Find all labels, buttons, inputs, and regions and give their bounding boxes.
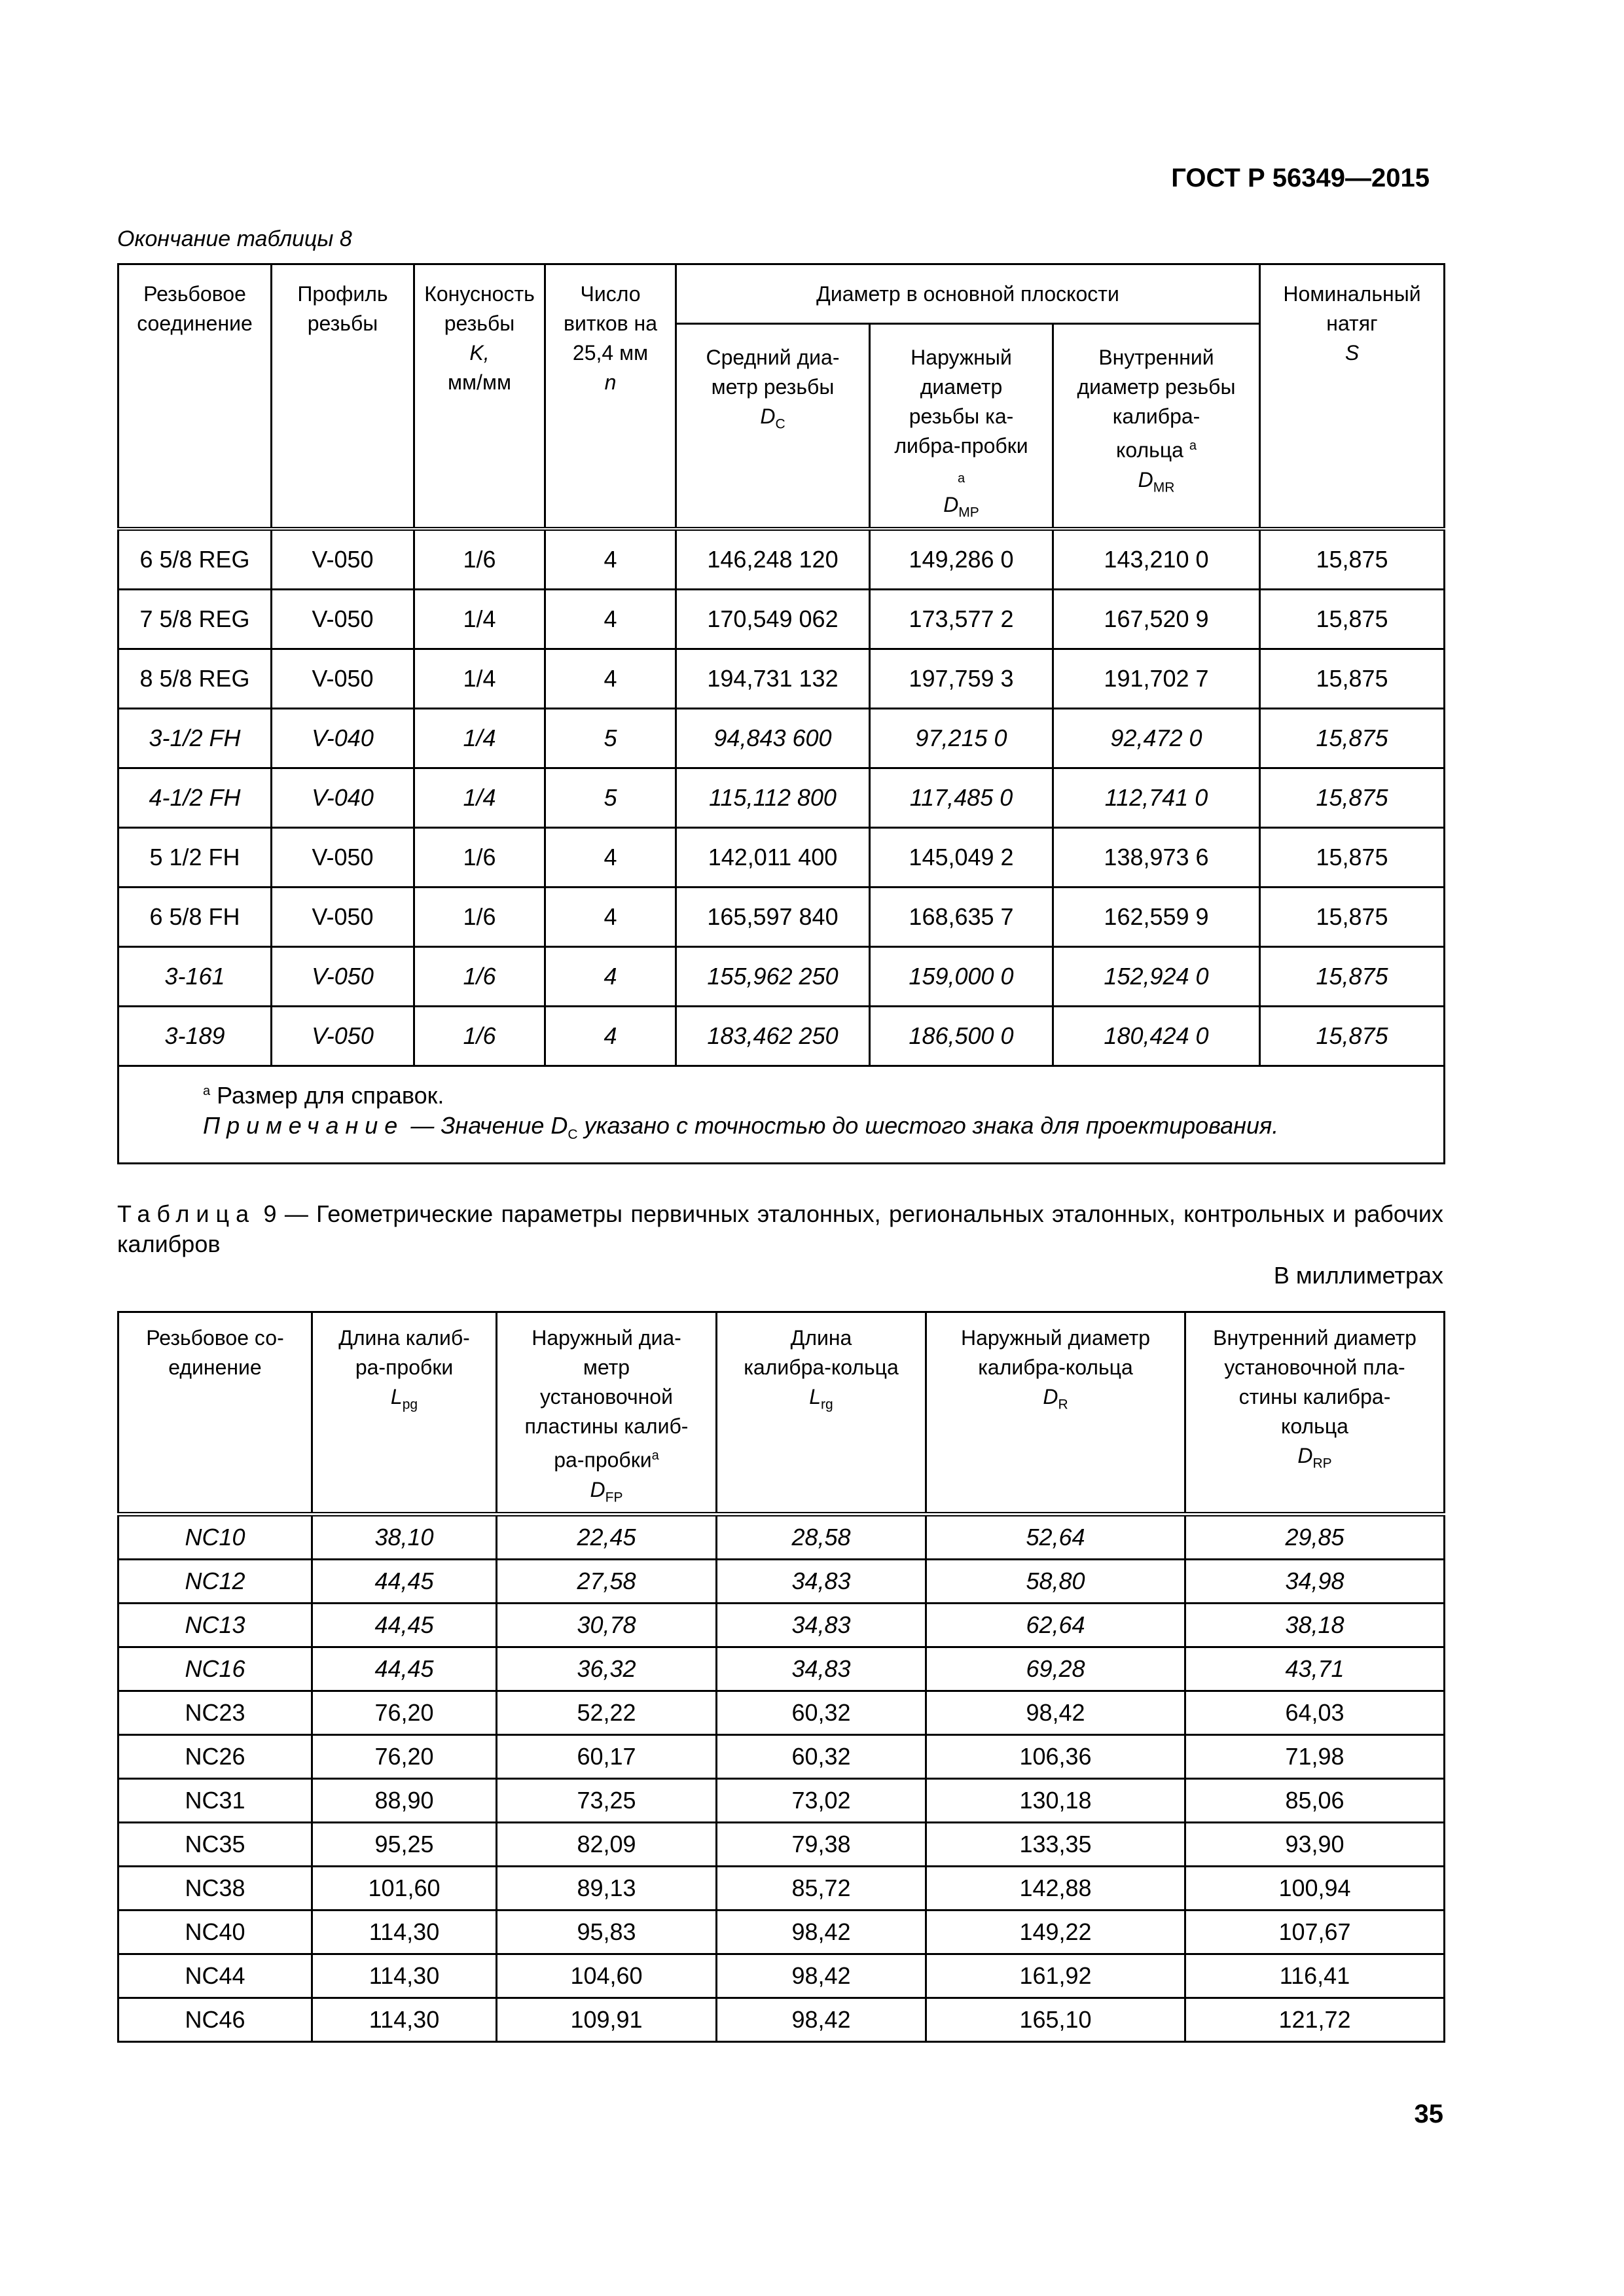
table-cell: NC46 — [118, 1998, 312, 2042]
table-cell: 142,88 — [926, 1867, 1185, 1910]
table-cell: NC40 — [118, 1910, 312, 1954]
table-cell: 1/4 — [414, 709, 545, 768]
table-row — [118, 1604, 1445, 1647]
table-cell: 4 — [545, 590, 676, 649]
col-dmp: Наружный диаметр резьбы ка- либра-пробки a $D_{MP}$ — [870, 324, 1053, 529]
table-cell: 34,83 — [717, 1647, 926, 1691]
table-row — [118, 1867, 1445, 1910]
table-cell: 101,60 — [312, 1867, 497, 1910]
table-cell: 15,875 — [1260, 709, 1445, 768]
table8-note: Примечание — Значение $D_C$ указано с точностью до шестого знака для проектирования. — [203, 1112, 1279, 1143]
col-dc: Средний диа- метр резьбы $D_C$ — [676, 324, 870, 529]
table-cell: 98,42 — [926, 1691, 1185, 1735]
table-cell: 165,597 840 — [676, 888, 870, 947]
table-cell: 5 1/2 FH — [118, 828, 272, 888]
table-cell: 97,215 0 — [870, 709, 1053, 768]
table-cell: 60,17 — [497, 1735, 717, 1779]
col-lpg: Длина калиб- ра-пробки $L_{pg}$ — [312, 1312, 497, 1515]
footnote-a: $^a$ Размер для справок. — [203, 1082, 444, 1109]
table-cell: 167,520 9 — [1053, 590, 1260, 649]
table-cell: 15,875 — [1260, 888, 1445, 947]
table-cell: 34,83 — [717, 1560, 926, 1604]
table-cell: V-040 — [272, 709, 414, 768]
table-cell: 3-161 — [118, 947, 272, 1007]
table-cell: 4 — [545, 828, 676, 888]
table-cell: 100,94 — [1185, 1867, 1445, 1910]
table-cell: 106,36 — [926, 1735, 1185, 1779]
table-cell: 1/4 — [414, 768, 545, 828]
col-taper: Конусность резьбы K, мм/мм — [414, 264, 545, 529]
table-cell: NC38 — [118, 1867, 312, 1910]
table9-units: В миллиметрах — [1273, 1262, 1443, 1289]
table-cell: NC31 — [118, 1779, 312, 1823]
table-cell: 15,875 — [1260, 947, 1445, 1007]
table-cell: 4-1/2 FH — [118, 768, 272, 828]
table-cell: 15,875 — [1260, 529, 1445, 590]
table-cell: 133,35 — [926, 1823, 1185, 1867]
page-number: 35 — [1414, 2100, 1443, 2128]
table-cell: 173,577 2 — [870, 590, 1053, 649]
table-cell: 142,011 400 — [676, 828, 870, 888]
table-8 — [117, 263, 1445, 1164]
table-cell: 38,10 — [312, 1515, 497, 1560]
table-cell: 30,78 — [497, 1604, 717, 1647]
table-cell: 85,72 — [717, 1867, 926, 1910]
table-row — [118, 828, 1445, 888]
table-cell: 79,38 — [717, 1823, 926, 1867]
table-cell: 95,25 — [312, 1823, 497, 1867]
table-cell: 1/6 — [414, 529, 545, 590]
table-cell: 1/6 — [414, 1007, 545, 1066]
table-cell: 15,875 — [1260, 828, 1445, 888]
col-dfp: Наружный диа- метр установочной пластины калиб- ра-пробки$^a$ $D_{FP}$ — [497, 1312, 717, 1515]
col-dmr: Внутренний диаметр резьбы калибра- кольца $^a$ $D_{MR}$ — [1053, 324, 1260, 529]
table-cell: 29,85 — [1185, 1515, 1445, 1560]
table-cell: 112,741 0 — [1053, 768, 1260, 828]
table-cell: 98,42 — [717, 1998, 926, 2042]
table-cell: 115,112 800 — [676, 768, 870, 828]
table-cell: 155,962 250 — [676, 947, 870, 1007]
table-cell: 4 — [545, 1007, 676, 1066]
table-cell: 98,42 — [717, 1954, 926, 1998]
table8-continuation: Окончание таблицы 8 — [117, 226, 352, 251]
table-cell: 76,20 — [312, 1691, 497, 1735]
table-cell: 15,875 — [1260, 590, 1445, 649]
table-cell: 180,424 0 — [1053, 1007, 1260, 1066]
table-cell: 73,25 — [497, 1779, 717, 1823]
table-cell: V-050 — [272, 888, 414, 947]
table-cell: 159,000 0 — [870, 947, 1053, 1007]
table-cell: 1/4 — [414, 590, 545, 649]
table-cell: NC23 — [118, 1691, 312, 1735]
table-cell: 130,18 — [926, 1779, 1185, 1823]
table-cell: NC26 — [118, 1735, 312, 1779]
col-dr: Наружный диаметр калибра-кольца $D_R$ — [926, 1312, 1185, 1515]
table-cell: 34,83 — [717, 1604, 926, 1647]
table-cell: 1/4 — [414, 649, 545, 709]
table-cell: 44,45 — [312, 1604, 497, 1647]
table-row — [118, 888, 1445, 947]
table-cell: 52,64 — [926, 1515, 1185, 1560]
table-cell: 4 — [545, 649, 676, 709]
col-interference: Номинальный натяг S — [1260, 264, 1445, 529]
table-cell: 4 — [545, 947, 676, 1007]
table-row — [118, 529, 1445, 590]
table-cell: 76,20 — [312, 1735, 497, 1779]
table-row — [118, 1735, 1445, 1779]
table-cell: 36,32 — [497, 1647, 717, 1691]
table-cell: 93,90 — [1185, 1823, 1445, 1867]
table-row — [118, 1647, 1445, 1691]
table-row — [118, 709, 1445, 768]
table-cell: 82,09 — [497, 1823, 717, 1867]
table-cell: 34,98 — [1185, 1560, 1445, 1604]
table-cell: 114,30 — [312, 1910, 497, 1954]
table-cell: 98,42 — [717, 1910, 926, 1954]
table-cell: NC10 — [118, 1515, 312, 1560]
table-cell: 194,731 132 — [676, 649, 870, 709]
table-cell: 1/6 — [414, 947, 545, 1007]
table-cell: 71,98 — [1185, 1735, 1445, 1779]
table-cell: 62,64 — [926, 1604, 1185, 1647]
table-row — [118, 1515, 1445, 1560]
table-cell: 15,875 — [1260, 1007, 1445, 1066]
col-connection: Резьбовое со- единение — [118, 1312, 312, 1515]
table-cell: NC12 — [118, 1560, 312, 1604]
table-cell: NC13 — [118, 1604, 312, 1647]
table-cell: 27,58 — [497, 1560, 717, 1604]
col-lrg: Длина калибра-кольца $L_{rg}$ — [717, 1312, 926, 1515]
table-cell: 114,30 — [312, 1998, 497, 2042]
table-cell: 58,80 — [926, 1560, 1185, 1604]
table-row — [118, 1823, 1445, 1867]
table-row — [118, 1779, 1445, 1823]
table-cell: 165,10 — [926, 1998, 1185, 2042]
table-cell: 104,60 — [497, 1954, 717, 1998]
table-cell: 186,500 0 — [870, 1007, 1053, 1066]
table-row — [118, 1560, 1445, 1604]
table-9 — [117, 1311, 1445, 2043]
col-drp: Внутренний диаметр установочной пла- стины калибра- кольца $D_{RP}$ — [1185, 1312, 1445, 1515]
table-cell: 44,45 — [312, 1560, 497, 1604]
table-cell: 94,843 600 — [676, 709, 870, 768]
table-cell: 149,286 0 — [870, 529, 1053, 590]
table-cell: 168,635 7 — [870, 888, 1053, 947]
table-cell: 28,58 — [717, 1515, 926, 1560]
table-row — [118, 768, 1445, 828]
table-cell: 15,875 — [1260, 649, 1445, 709]
col-connection: Резьбовое соединение — [118, 264, 272, 529]
table-cell: 114,30 — [312, 1954, 497, 1998]
table-cell: 116,41 — [1185, 1954, 1445, 1998]
table-cell: V-050 — [272, 529, 414, 590]
table-cell: 73,02 — [717, 1779, 926, 1823]
table-row — [118, 590, 1445, 649]
table-row — [118, 649, 1445, 709]
table-cell: 88,90 — [312, 1779, 497, 1823]
table-cell: 1/6 — [414, 888, 545, 947]
table-cell: 89,13 — [497, 1867, 717, 1910]
table-cell: 4 — [545, 529, 676, 590]
document-id: ГОСТ Р 56349—2015 — [1171, 164, 1430, 192]
table-cell: 6 5/8 FH — [118, 888, 272, 947]
table-cell: V-040 — [272, 768, 414, 828]
table-cell: V-050 — [272, 947, 414, 1007]
table-cell: 43,71 — [1185, 1647, 1445, 1691]
table-cell: 64,03 — [1185, 1691, 1445, 1735]
col-profile: Профиль резьбы — [272, 264, 414, 529]
table-cell: 85,06 — [1185, 1779, 1445, 1823]
col-group-diameter: Диаметр в основной плоскости — [676, 264, 1260, 324]
table-cell: 143,210 0 — [1053, 529, 1260, 590]
table-cell: 161,92 — [926, 1954, 1185, 1998]
table-cell: 6 5/8 REG — [118, 529, 272, 590]
table-cell: 92,472 0 — [1053, 709, 1260, 768]
table-cell: V-050 — [272, 649, 414, 709]
table-cell: 191,702 7 — [1053, 649, 1260, 709]
table-cell: 4 — [545, 888, 676, 947]
table-cell: 60,32 — [717, 1735, 926, 1779]
table-cell: 109,91 — [497, 1998, 717, 2042]
table9-title: Таблица 9 — Геометрические параметры первичных эталонных, региональных эталонных, контрольных и рабочих калибров — [117, 1200, 1443, 1257]
table-cell: V-050 — [272, 1007, 414, 1066]
table-row — [118, 947, 1445, 1007]
table-cell: 52,22 — [497, 1691, 717, 1735]
table-cell: 197,759 3 — [870, 649, 1053, 709]
table-cell: 170,549 062 — [676, 590, 870, 649]
table-cell: 60,32 — [717, 1691, 926, 1735]
table-cell: 1/6 — [414, 828, 545, 888]
table-cell: 8 5/8 REG — [118, 649, 272, 709]
table-cell: 149,22 — [926, 1910, 1185, 1954]
table-cell: V-050 — [272, 828, 414, 888]
table-row — [118, 1998, 1445, 2042]
table-cell: 3-1/2 FH — [118, 709, 272, 768]
table-cell: 69,28 — [926, 1647, 1185, 1691]
table-row — [118, 1954, 1445, 1998]
table-row — [118, 1691, 1445, 1735]
table-row — [118, 1910, 1445, 1954]
table-cell: NC44 — [118, 1954, 312, 1998]
table-cell: 121,72 — [1185, 1998, 1445, 2042]
table-cell: 146,248 120 — [676, 529, 870, 590]
table-cell: NC35 — [118, 1823, 312, 1867]
table-cell: 107,67 — [1185, 1910, 1445, 1954]
table-cell: 162,559 9 — [1053, 888, 1260, 947]
table-cell: 5 — [545, 709, 676, 768]
table-cell: 117,485 0 — [870, 768, 1053, 828]
table-cell: 5 — [545, 768, 676, 828]
table-cell: 138,973 6 — [1053, 828, 1260, 888]
table8-notes — [118, 1066, 1445, 1163]
table-cell: 3-189 — [118, 1007, 272, 1066]
table-cell: 44,45 — [312, 1647, 497, 1691]
table-row — [118, 1007, 1445, 1066]
table-cell: 22,45 — [497, 1515, 717, 1560]
table-cell: 15,875 — [1260, 768, 1445, 828]
table-cell: V-050 — [272, 590, 414, 649]
table-cell: 95,83 — [497, 1910, 717, 1954]
col-turns: Число витков на 25,4 мм n — [545, 264, 676, 529]
table-cell: 152,924 0 — [1053, 947, 1260, 1007]
table-cell: NC16 — [118, 1647, 312, 1691]
table-cell: 145,049 2 — [870, 828, 1053, 888]
table-cell: 38,18 — [1185, 1604, 1445, 1647]
table-cell: 7 5/8 REG — [118, 590, 272, 649]
table-cell: 183,462 250 — [676, 1007, 870, 1066]
